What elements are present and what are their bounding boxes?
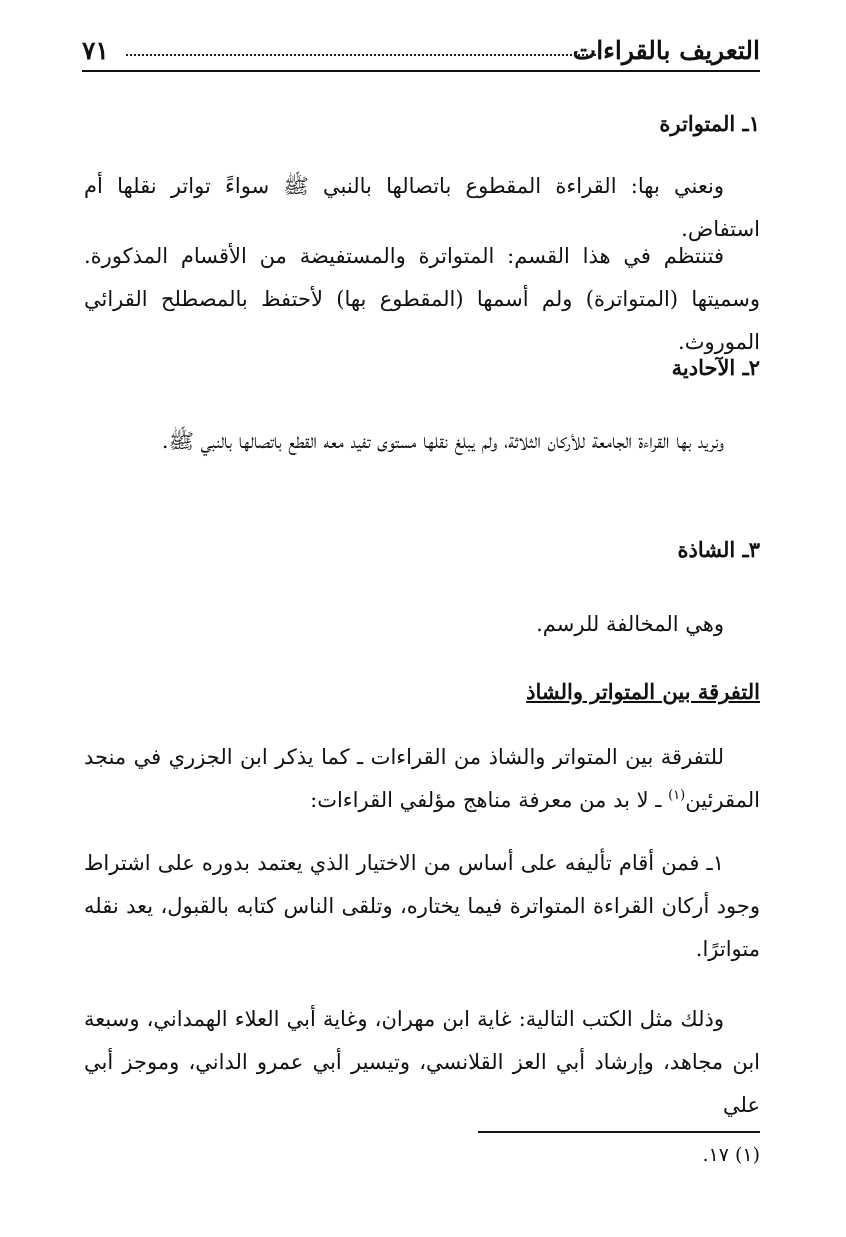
mutawatira-definition: ونعني بها: القراءة المقطوع باتصالها بالنبي ﷺ سواءً تواتر نقلها أم استفاض. bbox=[84, 174, 760, 241]
ahadiya-heading: ٢ـ الآحادية bbox=[671, 355, 760, 380]
footnote-rule bbox=[478, 1131, 760, 1133]
examples-paragraph: وذلك مثل الكتب التالية: غاية ابن مهران، وغاية أبي العلاء الهمداني، وسبعة ابن مجاهد، وإرشاد أبي العز القلانسي، وتيسير أبي عمرو الداني، وموجز أبي علي bbox=[84, 1007, 760, 1117]
header-title: التعريف بالقراءات bbox=[572, 36, 760, 65]
page-number: ٧١ bbox=[82, 36, 109, 65]
distinction-heading-row bbox=[84, 670, 760, 714]
mutawatira-note: فتنتظم في هذا القسم: المتواترة والمستفيضة من الأقسام المذكورة. وسميتها (المتواترة) ولم أسمها (المقطوع بها) لأحتفظ بالمصطلح القرائي الموروث. bbox=[84, 244, 760, 354]
shadhdha-definition: وهي المخالفة للرسم. bbox=[536, 612, 724, 636]
running-header bbox=[82, 36, 760, 70]
distinction-intro bbox=[84, 736, 760, 822]
header-rule bbox=[82, 70, 760, 72]
distinction-intro-text: للتفرقة بين المتواتر والشاذ من القراءات ـ كما يذكر ابن الجزري في منجد المقرئين bbox=[84, 745, 760, 812]
footnote-reference: (١) bbox=[668, 788, 686, 803]
distinction-heading: التفرقة بين المتواتر والشاذ bbox=[526, 679, 760, 704]
distinction-intro-tail: ـ لا بد من معرفة مناهج مؤلفي القراءات: bbox=[310, 788, 669, 812]
mutawatira-heading: ١ـ المتواترة bbox=[659, 111, 760, 136]
header-leader-dots bbox=[126, 54, 600, 56]
footnote: (١) ١٧. bbox=[702, 1144, 760, 1166]
point-one: ١ـ فمن أقام تأليفه على أساس من الاختيار الذي يعتمد بدوره على اشتراط وجود أركان القراءة المتواترة فيما يختاره، وتلقى الناس كتابه بالقبول، يعد نقله متواترًا. bbox=[84, 851, 760, 961]
shadhdha-heading: ٣ـ الشاذة bbox=[677, 537, 760, 562]
ahadiya-definition: ونريد بها القراءة الجامعة للأركان الثلاثة، ولم يبلغ نقلها مستوى تفيد معه القطع باتصالها بالنبي ﷺ. bbox=[161, 429, 724, 453]
